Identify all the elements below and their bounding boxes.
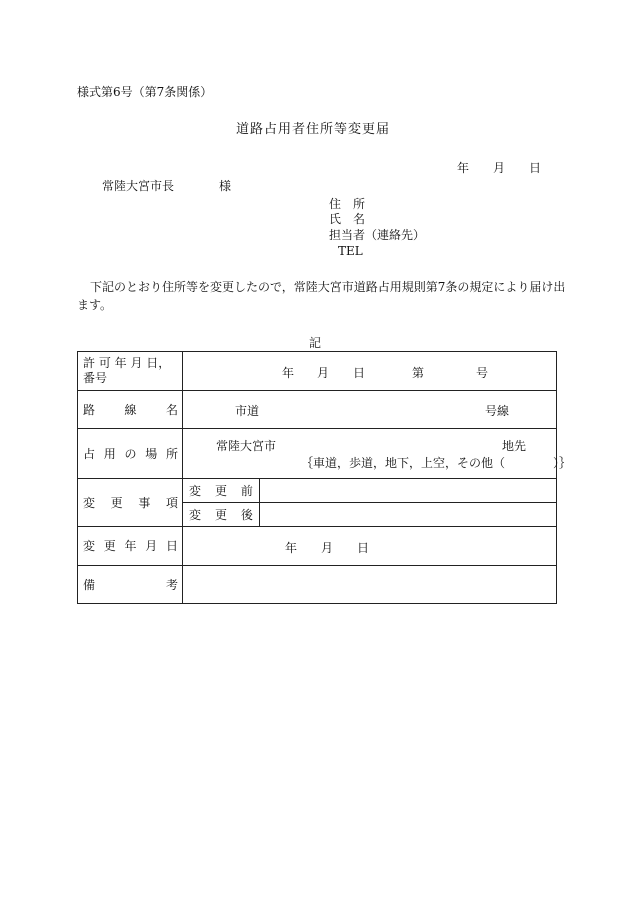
place-city: 常陸大宮市	[216, 439, 277, 453]
page-title: 道路占用者住所等変更届	[236, 122, 391, 137]
after-label: 変 更 後	[189, 508, 253, 522]
contact-label: 担当者（連絡先）	[329, 228, 426, 242]
remarks-label-cell	[78, 566, 183, 604]
permit-label-cell	[78, 352, 183, 391]
permit-label-line-2: 番号	[83, 371, 108, 385]
date-month: 月	[493, 161, 506, 175]
row-permit	[78, 352, 557, 391]
permit-month: 月	[317, 366, 330, 380]
place-suffix: 地先	[502, 439, 527, 453]
note-heading: 記	[309, 336, 322, 350]
place-types: ｛車道，歩道，地下，上空，その他（ ）｝	[301, 456, 572, 470]
route-city: 市道	[235, 404, 260, 418]
permit-no-suffix: 号	[476, 366, 489, 380]
permit-year: 年	[282, 366, 295, 380]
after-label-cell	[183, 503, 260, 527]
honorific: 様	[219, 179, 232, 193]
date-day: 日	[529, 161, 542, 175]
remarks-label: 備 考	[83, 577, 178, 592]
change-form-table	[77, 351, 572, 604]
change-date-label-cell	[78, 527, 183, 566]
route-label-cell	[78, 391, 183, 429]
place-label: 占 用 の 場 所	[83, 446, 178, 461]
after-value-cell[interactable]	[259, 503, 556, 527]
place-label-cell	[78, 429, 183, 479]
change-items-label: 変 更 事 項	[83, 495, 178, 510]
tel-label: TEL	[338, 244, 363, 258]
addressee: 常陸大宮市長	[102, 179, 175, 193]
address-label: 住 所	[329, 197, 366, 211]
row-remarks	[78, 566, 557, 604]
row-change-before	[78, 479, 557, 503]
change-month: 月	[321, 541, 334, 555]
form-number: 様式第6号（第7条関係）	[77, 85, 213, 99]
place-value-cell[interactable]	[183, 429, 572, 479]
remarks-value-cell[interactable]	[183, 566, 557, 604]
change-year: 年	[285, 541, 298, 555]
change-date-value-cell[interactable]	[183, 527, 557, 566]
permit-day: 日	[353, 366, 366, 380]
before-value-cell[interactable]	[259, 479, 556, 503]
permit-label-line-1: 許 可 年 月 日，	[83, 356, 171, 370]
permit-no-prefix: 第	[412, 366, 425, 380]
name-label: 氏 名	[329, 212, 366, 226]
change-date-label: 変 更 年 月 日	[83, 539, 178, 553]
row-place	[78, 429, 557, 479]
change-items-label-cell	[78, 479, 183, 527]
route-suffix: 号線	[485, 404, 510, 418]
date-year: 年	[457, 161, 470, 175]
row-route	[78, 391, 557, 429]
statement-line-1: 下記のとおり住所等を変更したので，常陸大宮市道路占用規則第7条の規定により届け出	[90, 280, 566, 294]
route-label: 路 線 名	[83, 402, 178, 417]
before-label-cell	[183, 479, 260, 503]
route-value-cell[interactable]	[183, 391, 557, 429]
statement-line-2: ます。	[77, 298, 113, 312]
before-label: 変 更 前	[189, 484, 253, 498]
row-change-date	[78, 527, 557, 566]
change-day: 日	[357, 541, 370, 555]
permit-value-cell[interactable]	[183, 352, 557, 391]
